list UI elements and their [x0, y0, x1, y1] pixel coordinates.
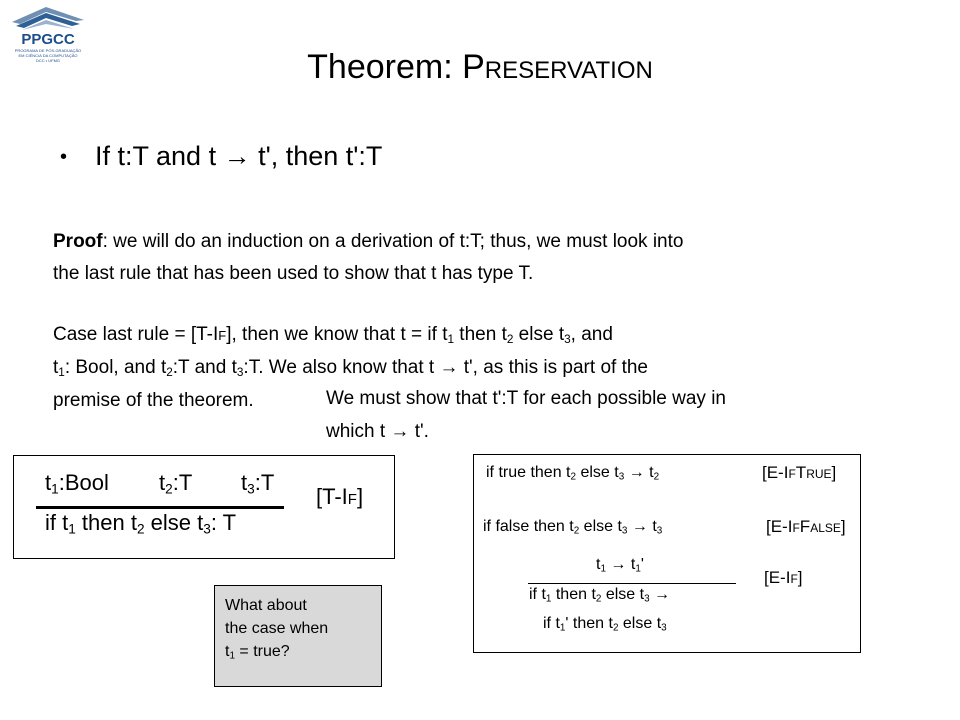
premise-t2: $t_2:T$ — [159, 470, 193, 497]
case-line-2: $t_1$: Bool, and $t_2:T$ and $t_3:T$. We also know that t → t', as this is part of the — [53, 357, 648, 379]
case-line-3: premise of the theorem. — [53, 390, 254, 411]
proof-line-1: Proof: we will do an induction on a derivation of t:T; thus, we must look into — [53, 231, 684, 252]
conclusion: if $t_1$ then $t_2$ else $t_3$: T — [45, 510, 237, 537]
premise-t1-bool: $t_1:Bool$ — [45, 470, 109, 497]
logo-subtitle-1: PROGRAMA DE PÓS-GRADUAÇÃO — [14, 48, 82, 53]
slide-title — [0, 48, 960, 87]
logo-subtitle-3: DCC • UFMG — [35, 58, 61, 63]
inference-line — [36, 506, 284, 509]
title-prefix: Theorem: P — [307, 48, 485, 86]
label-e-if: [E-If] — [764, 568, 803, 587]
rule-label-t-if: [T-If] — [316, 484, 364, 509]
rule-e-iffalse: if false then $t_2$ else $t_3 \to t_3$ — [483, 518, 663, 537]
case-line-1: Case last rule = [T-If], then we know that t = if $t_1$ then $t_2$ else $t_3$, and — [53, 324, 613, 346]
proof-line-2: the last rule that has been used to show that t has type T. — [53, 263, 534, 284]
case-line-4: We must show that t':T for each possible way in — [326, 388, 726, 409]
bullet-dot-icon: • — [60, 146, 68, 168]
case-line-5: which t → t'. — [326, 421, 429, 442]
rule-e-if-conclusion-2: if $t_1'$ then $t_2$ else $t_3$ — [543, 615, 667, 634]
typing-rule-box — [13, 455, 395, 559]
rule-e-if-line — [528, 583, 736, 584]
roof-logo-icon — [6, 4, 90, 34]
title-smallcaps: reservation — [484, 48, 653, 86]
evaluation-rules-box — [473, 454, 861, 653]
logo-name: PPGCC — [21, 31, 75, 48]
rule-e-if-premise: $t_1 \to t_1'$ — [596, 556, 644, 575]
rule-e-if-conclusion-1: if $t_1$ then $t_2$ else $t_3$ → — [529, 586, 671, 605]
rule-e-iftrue: if true then $t_2$ else $t_3 \to t_2$ — [486, 464, 660, 483]
question-note: What about the case when $t_1$ = true? — [214, 585, 382, 687]
bullet-statement: If t:T and t → t', then t':T — [95, 141, 383, 171]
label-e-iftrue: [E-IfTrue] — [762, 463, 837, 482]
label-e-iffalse: [E-IfFalse] — [766, 517, 846, 536]
premise-t3: $t_3:T$ — [241, 470, 275, 497]
proof-label: Proof — [53, 231, 103, 252]
logo-subtitle-2: EM CIÊNCIA DA COMPUTAÇÃO — [18, 53, 78, 58]
